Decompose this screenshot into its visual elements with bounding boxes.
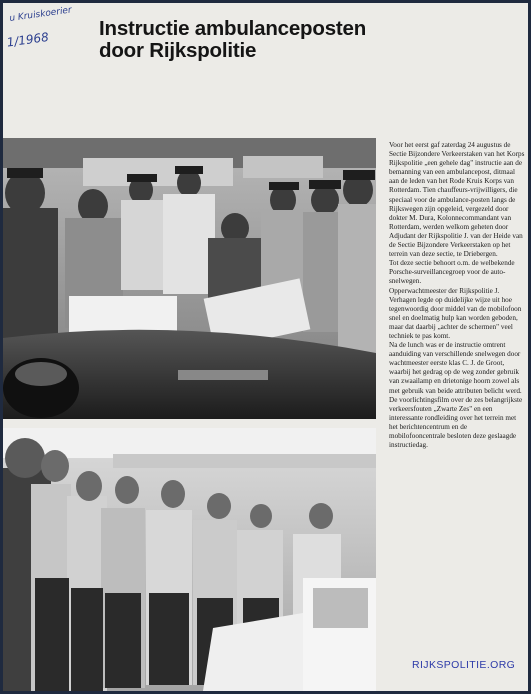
article-paragraph-5: De voorlichtingsfilm over de zes belangrijkste verkeersfouten „Zwarte Zes" en een interessante rondleiding over het terrein met het berichtencentrum en de mobilofooncentrale besloten deze geslaagde instructiedag. xyxy=(389,395,523,450)
magazine-page xyxy=(3,3,528,691)
article-body xyxy=(389,141,525,450)
handwritten-source: u Kruiskoerier xyxy=(8,5,73,25)
photo-top-instruction xyxy=(3,138,376,419)
handwritten-annotation xyxy=(3,6,76,48)
headline-line-2: door Rijkspolitie xyxy=(99,39,257,62)
article-paragraph-4: Na de lunch was er de instructie omtrent aanduiding van verschillende snelwegen door wachtmeester eerste klas C. J. de Groot, waarbij het gedrag op de weg zonder gebruik van zwaailamp en drietonige hoorn zowel als met gebruik van beide attributen belicht werd. xyxy=(389,341,522,395)
article-paragraph-2: Tot deze sectie behoort o.m. de welbekende Porsche-surveillancegroep voor de auto-snelwegen. xyxy=(389,259,515,286)
group-photo-instruction-icon xyxy=(3,138,376,419)
group-photo-control-room-icon xyxy=(3,428,376,691)
article-paragraph-1: Voor het eerst gaf zaterdag 24 augustus de Sectie Bijzondere Verkeerstaken van het Korps Rijkspolitie „een gehele dag" instructie aan de bemanning van een ambulancepost, ditmaal aan de leden van het Rode Kruis Korps van Rotterdam. Tien chauffeurs-vrijwilligers, die speciaal voor de ambulance-posten langs de Rijkswegen zijn opgeleid, vergezeld door dokter M. Dura, Kolonnecommandant van Rotterdam, werden welkom geheten door Adjudant der Rijkspolitie J. van der Heide van de Sectie Bijzondere Verkeerstaken op het terrein van deze sectie, te Driebergen. xyxy=(389,141,525,259)
handwritten-date: 1/1968 xyxy=(5,29,50,50)
site-watermark: RIJKSPOLITIE.ORG xyxy=(412,659,516,671)
headline-line-1: Instructie ambulanceposten xyxy=(99,17,367,40)
photo-bottom-control-room xyxy=(3,428,376,691)
article-headline xyxy=(99,18,499,62)
article-paragraph-3: Opperwachtmeester der Rijkspolitie J. Verhagen legde op duidelijke wijze uit hoe tegenwoordig door middel van de mobilofoon snel en doelmatig hulp kan worden geboden, maar dat daarbij „achter de schermen" veel techniek te pas komt. xyxy=(389,286,522,340)
